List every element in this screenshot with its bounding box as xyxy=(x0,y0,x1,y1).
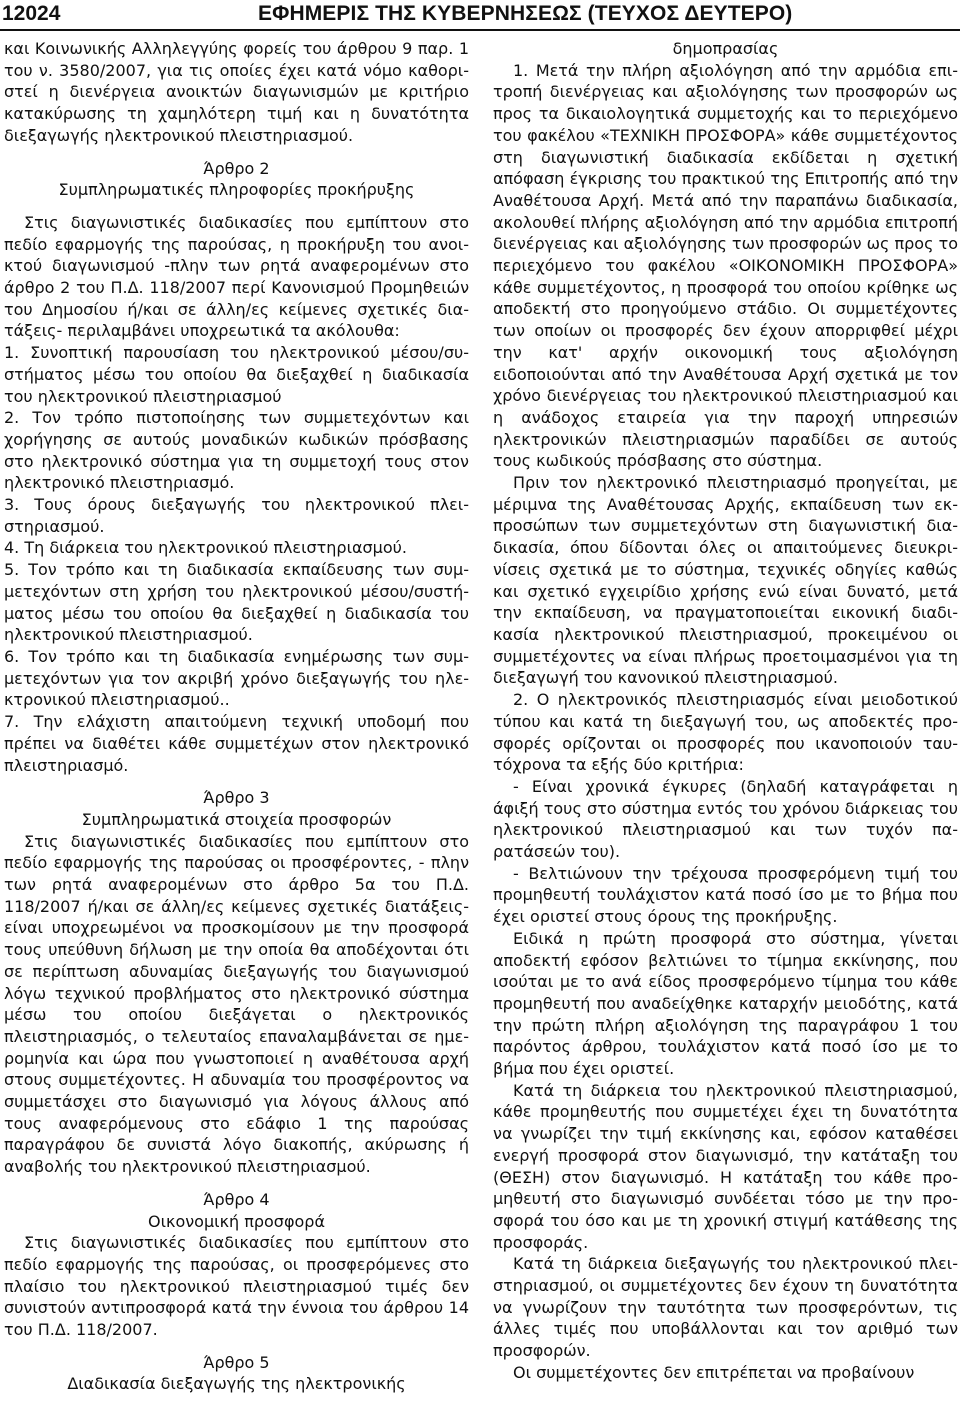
spacer xyxy=(4,147,469,158)
spacer xyxy=(4,1178,469,1189)
article-2-item: 7. Την ελάχιστη απαιτούμενη τεχνική υποδομή που πρέπει να διαθέτει κάθε συμμετέχων στον ηλεκτρονικό πλειστηριασμό. xyxy=(4,712,469,775)
article-3-paragraph: Στις διαγωνιστικές διαδικασίες που εμπίπτουν στο πεδίο εφαρμογής της παρούσας οι προσφέροντες, - πλην των ρητά αναφερομένων στο άρθρο 5α του Π.Δ. 118/2007 ή/και σε άλλη/ες κείμενες σχετικές διατάξεις- είναι υποχρεωμένοι να προσκομίσουν με την προσφορά τους υπεύθυνη δήλωση με την οποία θα αποδέχονται ότι σε περίπτωση αδυναμίας διεξαγωγής του διαγωνισμού λόγω τεχνικού προβλήματος στο ηλεκτρονικό σύστημα μέσω του οποίου διεξάγεται ο ηλεκτρονικός πλειστηριασμός, ο τελευταίος επαναλαμβάνεται σε ημερομηνία και ώρα που γνωστοποιεί η αναθέτουσα αρχή στους συμμετέχοντες. Η αδυναμία του προσφέροντος να συμμετάσχει στο διαγωνισμό για λόγους άλλους από τους αναφερόμενους στο εδάφιο 1 της παρούσας παραγράφου δε συνιστά λόγο διακοπής, ακύρωσης ή αναβολής του ηλεκτρονικού πλειστηριασμού. xyxy=(4,831,469,1177)
article-5-paragraph: Πριν τον ηλεκτρονικό πλειστηριασμό προηγείται, με μέριμνα της Αναθέτουσας Αρχής, εκπαίδευση των εκπροσώπων των συμμετεχόντων στη διαγωνιστική διαδικασία, όπου δίδονται όλες οι απαιτούμενες διευκρινίσεις σχετικά με το σύστημα, τεχνικές οδηγίες καθώς και σχετικό εγχειρίδιο χρήσης ενώ είναι δυνατό, μετά την εκπαίδευση, να πραγματοποιείται εικονική διαδικασία ηλεκτρονικού πλειστηριασμού, προκειμένου οι συμμετέχοντες να είναι πλήρως προετοιμασμένοι για τη διεξαγωγή του κανονικού πλειστηριασμού. xyxy=(493,473,958,688)
article-5-paragraph: Κατά τη διάρκεια διεξαγωγής του ηλεκτρονικού πλειστηριασμού, οι συμμετέχοντες δεν έχουν τη δυνατότητα να γνωρίζουν την ταυτότητα των προσφερόντων, τις άλλες τιμές που υποβάλλονται και τον αριθμό των προσφορών. xyxy=(493,1254,958,1361)
article-4-paragraph: Στις διαγωνιστικές διαδικασίες που εμπίπτουν στο πεδίο εφαρμογής της παρούσας, οι προσφερόμενες στο πλαίσιο του ηλεκτρονικού πλειστηριασμού τιμές δεν συνιστούν αντιπροσφορά κατά την έννοια του άρθρου 14 του Π.Δ. 118/2007. xyxy=(4,1233,469,1340)
header-rule xyxy=(0,29,960,31)
article-2-item: 2. Τον τρόπο πιστοποίησης των συμμετεχόντων και χορήγησης σε αυτούς μοναδικών κωδικών πρόσβασης στο ηλεκτρονικό σύστημα για τη συμμετοχή τους στον ηλεκτρονικό πλειστηριασμό. xyxy=(4,408,469,493)
article-2-paragraph: Στις διαγωνιστικές διαδικασίες που εμπίπτουν στο πεδίο εφαρμογής της παρούσας, η προκήρυξη του ανοικτού διαγωνισμού -πλην των ρητά αναφερομένων στο άρθρο 2 του Π.Δ. 118/2007 περί Κανονισμού Προμηθειών του Δημοσίου ή/και σε άλλη/ες κείμενες σχετικές διατάξεις- περιλαμβάνει υποχρεωτικά τα ακόλουθα: xyxy=(4,212,469,341)
article-2-item: 4. Τη διάρκεια του ηλεκτρονικού πλειστηριασμού. xyxy=(4,538,407,558)
article-3-title: Συμπληρωματικά στοιχεία προσφορών xyxy=(81,809,392,829)
article-5-criterion: - Βελτιώνουν την τρέχουσα προσφερόμενη τιμή του προμηθευτή τουλάχιστον κατά ποσό ίσο με το βήμα που έχει οριστεί στους όρους της προκήρυξης. xyxy=(493,863,958,927)
page-number: 12024 xyxy=(2,2,61,25)
left-column xyxy=(4,38,469,1395)
article-4-number: Άρθρο 4 xyxy=(203,1189,270,1209)
article-5-number: Άρθρο 5 xyxy=(203,1352,270,1372)
page-header xyxy=(0,0,960,30)
article-5-title: Διαδικασία διεξαγωγής της ηλεκτρονικής xyxy=(67,1374,406,1394)
intro-paragraph: και Κοινωνικής Αλληλεγγύης φορείς του άρθρου 9 παρ. 1 του ν. 3580/2007, για τις οποίες έχει κατά νόμο καθοριστεί η διενέργεια ανοικτών διαγωνισμών με κριτήριο κατακύρωσης τη χαμηλότερη τιμή και η δυνατότητα διεξαγωγής ηλεκτρονικού πλειστηριασμού. xyxy=(4,39,469,145)
article-5-paragraph: Ειδικά η πρώτη προσφορά στο σύστημα, γίνεται αποδεκτή εφόσον βελτιώνει το τίμημα εκκίνησης, που ισούται με το ανά είδος προσφερόμενο τίμημα του κάθε προμηθευτή που αναδείχθηκε καταρχήν μειοδότης, κατά την πρώτη πλήρη αξιολόγηση της παραγράφου 1 του παρόντος άρθρου, τουλάχιστον κατά ποσό ίσο με το βήμα που έχει οριστεί. xyxy=(493,928,958,1079)
article-4-title: Οικονομική προσφορά xyxy=(148,1211,325,1231)
article-2-item: 3. Τους όρους διεξαγωγής του ηλεκτρονικού πλειστηριασμού. xyxy=(4,495,469,536)
article-2-item: 6. Τον τρόπο και τη διαδικασία ενημέρωσης των συμμετεχόντων για τον ακριβή χρόνο διεξαγωγής του ηλεκτρονικού πλειστηριασμού.. xyxy=(4,646,469,710)
article-2-item: 1. Συνοπτική παρουσίαση του ηλεκτρονικού μέσου/συστήματος μέσω του οποίου θα διεξαχθεί η διαδικασία του ηλεκτρονικού πλειστηριασμού xyxy=(4,343,469,406)
spacer xyxy=(4,1341,469,1352)
article-5-paragraph: 2. Ο ηλεκτρονικός πλειστηριασμός είναι μειοδοτικού τύπου και κατά τη διεξαγωγή του, ως αποδεκτές προσφορές ορίζονται οι προσφορές που ικανοποιούν ταυτόχρονα τα εξής δύο κριτήρια: xyxy=(493,690,958,775)
article-5-paragraph: Οι συμμετέχοντες δεν επιτρέπεται να προβαίνουν xyxy=(513,1362,915,1382)
article-5-title-continued: δημοπρασίας xyxy=(672,39,779,58)
spacer xyxy=(4,201,469,212)
right-column xyxy=(493,38,958,1384)
gazette-title: ΕΦΗΜΕΡΙΣ ΤΗΣ ΚΥΒΕΡΝΗΣΕΩΣ (ΤΕΥΧΟΣ ΔΕΥΤΕΡΟ) xyxy=(258,2,793,25)
spacer xyxy=(4,776,469,787)
article-3-number: Άρθρο 3 xyxy=(203,788,270,808)
article-5-paragraph: 1. Μετά την πλήρη αξιολόγηση από την αρμόδια επιτροπή διενέργειας και αξιολόγησης των προσφορών ως προς τα δικαιολογητικά συμμετοχής και το περιεχόμενο του φακέλου «ΤΕΧΝΙΚΗ ΠΡΟΣΦΟΡΑ» κάθε συμμετέχοντος στη διαγωνιστική διαδικασία εκδίδεται η σχετική απόφαση έγκρισης του πρακτικού της Επιτροπής από την Αναθέτουσα Αρχή. Μετά από την παραπάνω διαδικασία, ακολουθεί πλήρης αξιολόγηση από την αρμόδια επιτροπή διενέργειας και αξιολόγησης των προσφορών ως προς το περιεχόμενο του φακέλου «ΟΙΚΟΝΟΜΙΚΗ ΠΡΟΣΦΟΡΑ» κάθε συμμετέχοντος, η προσφορά του οποίου κρίθηκε ως αποδεκτή στο προηγούμενο στάδιο. Οι συμμετέχοντες των οποίων οι προσφορές δεν έχουν απορριφθεί μέχρι την κατ' αρχήν οικονομική τους αξιολόγηση ειδοποιούνται από την Αναθέτουσα Αρχή σχετικά με τον χρόνο διενέργειας του ηλεκτρονικού πλειστηριασμού και η ανάδοχος εταιρεία για την παροχή υπηρεσιών ηλεκτρονικών πλειστηριασμών παραδίδει σε αυτούς τους κωδικούς πρόσβασης στο σύστημα. xyxy=(493,60,958,471)
article-2-number: Άρθρο 2 xyxy=(203,158,270,178)
article-5-paragraph: Κατά τη διάρκεια του ηλεκτρονικού πλειστηριασμού, κάθε προμηθευτής που συμμετέχει έχει τη δυνατότητα να γνωρίζει την τιμή εκκίνησης και, εφόσον καταθέσει ενεργή προσφορά στον διαγωνισμό, την κατάταξη του (ΘΕΣΗ) στον διαγωνισμό. Η κατάταξη του κάθε προμηθευτή στο διαγωνισμό συνδέεται τόσο με την προσφορά του όσο και με τη χρονική στιγμή κατάθεσης της προσφοράς. xyxy=(493,1080,958,1252)
article-2-title: Συμπληρωματικές πληροφορίες προκήρυξης xyxy=(58,180,415,200)
article-5-criterion: - Είναι χρονικά έγκυρες (δηλαδή καταγράφεται η άφιξή τους στο σύστημα εντός του χρόνου διάρκειας του ηλεκτρονικού πλειστηριασμού και των τυχόν παρατάσεών του). xyxy=(493,776,958,862)
article-2-item: 5. Τον τρόπο και τη διαδικασία εκπαίδευσης των συμμετεχόντων στη χρήση του ηλεκτρονικού μέσου/συστήματος μέσω του οποίου θα διεξαχθεί η διαδικασία του ηλεκτρονικού πλειστηριασμού. xyxy=(4,560,469,645)
